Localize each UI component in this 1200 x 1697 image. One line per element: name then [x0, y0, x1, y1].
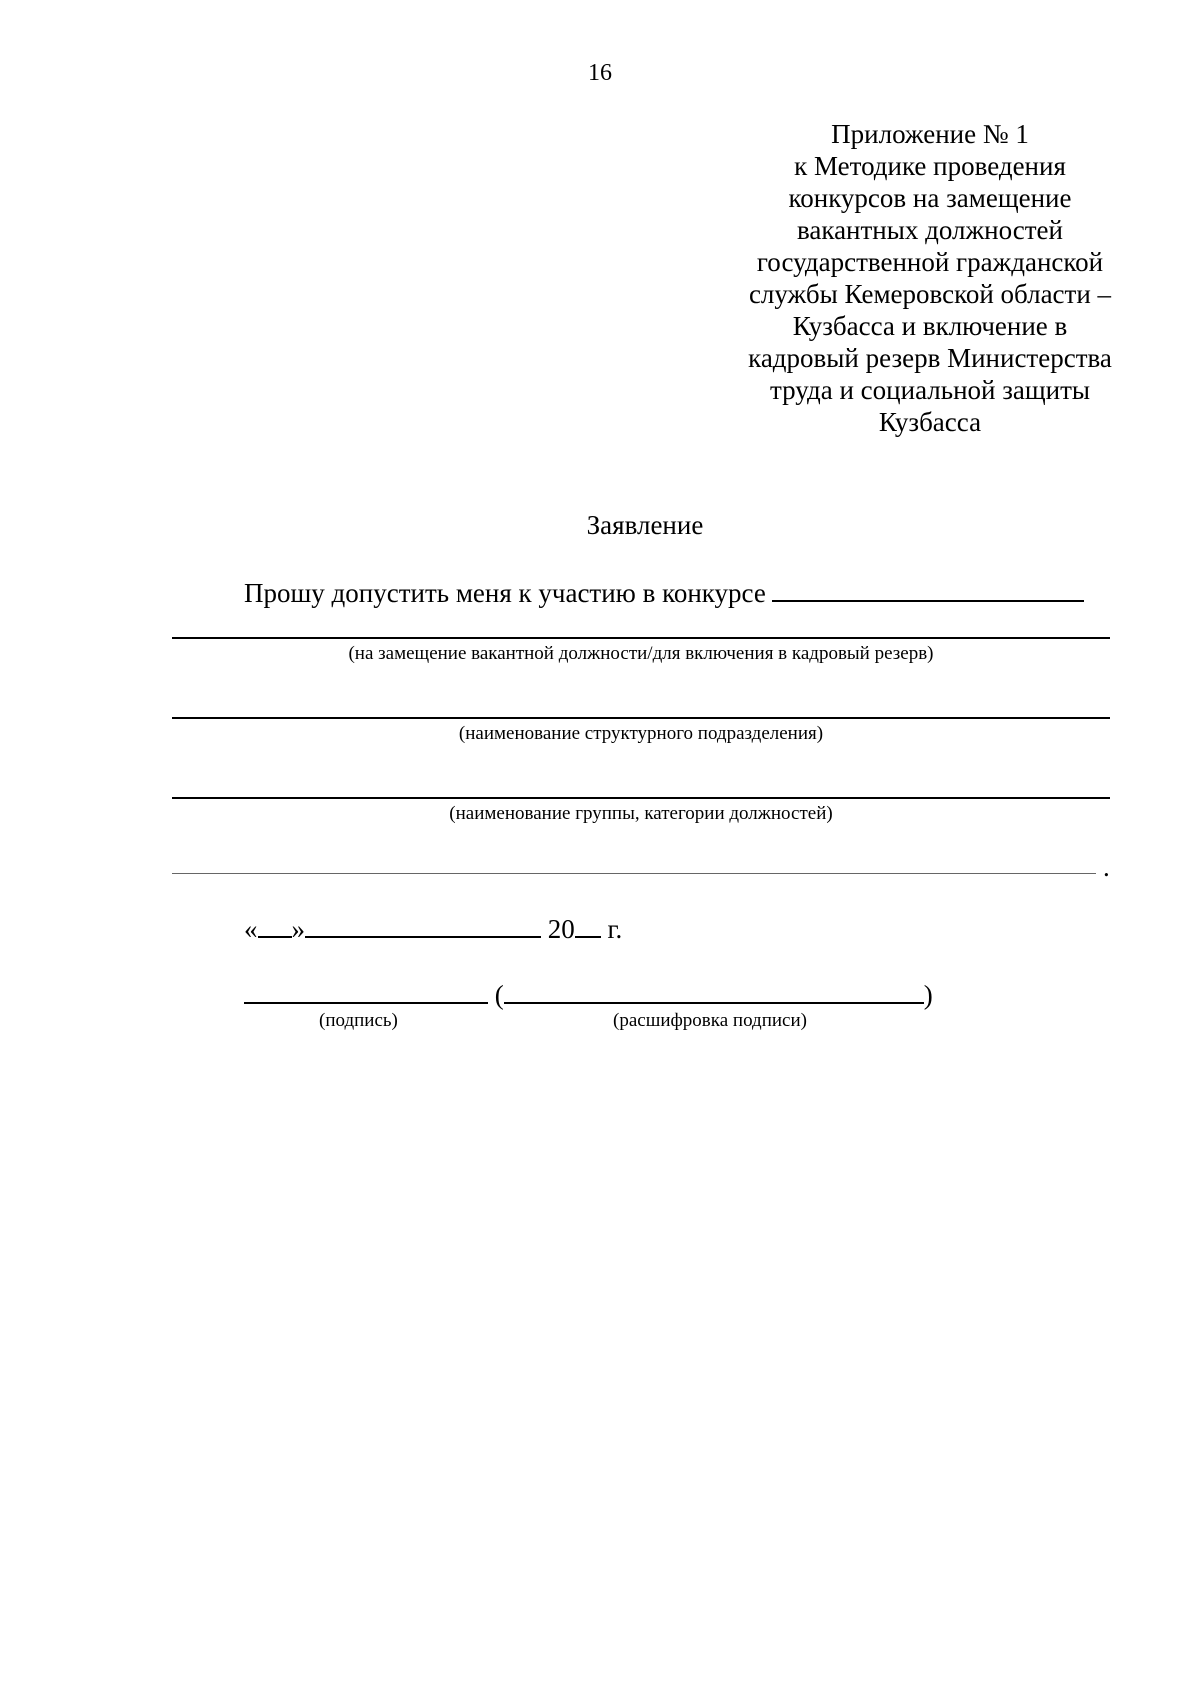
date-line [244, 912, 622, 946]
extra-blank-line[interactable] [172, 873, 1096, 874]
signature-line [244, 978, 933, 1012]
annex-line: службы Кемеровской области – [748, 279, 1112, 309]
signature-caption: (подпись) [319, 1010, 398, 1031]
signature-decoding-blank[interactable] [504, 978, 924, 1004]
group-caption: (наименование группы, категории должностей) [449, 803, 833, 824]
close-quote: » [291, 914, 305, 944]
annex-line: государственной гражданской [756, 247, 1104, 277]
day-blank[interactable] [258, 912, 292, 938]
request-text: Прошу допустить меня к участию в конкурсе [244, 578, 766, 608]
annex-line: Приложение № 1 [831, 119, 1029, 149]
final-period: . [1103, 852, 1110, 882]
open-paren: ( [494, 980, 504, 1010]
position-blank-line[interactable] [172, 637, 1110, 639]
year-prefix: 20 [547, 914, 575, 944]
signature-decoding-caption: (расшифровка подписи) [613, 1010, 807, 1031]
department-caption: (наименование структурного подразделения) [458, 723, 824, 744]
signature-blank[interactable] [244, 978, 488, 1004]
annex-line: Кузбасса и включение в [792, 311, 1068, 341]
month-blank[interactable] [305, 912, 541, 938]
document-title: Заявление [586, 510, 704, 540]
year-suffix: г. [607, 914, 623, 944]
close-paren: ) [923, 980, 933, 1010]
annex-line: Кузбасса [878, 407, 982, 437]
annex-line: к Методике проведения [794, 151, 1066, 181]
annex-line: конкурсов на замещение [788, 183, 1072, 213]
contest-blank-field[interactable] [772, 574, 1084, 602]
department-blank-line[interactable] [172, 717, 1110, 719]
annex-line: кадровый резерв Министерства [748, 343, 1112, 373]
page-number: 16 [588, 60, 612, 86]
year-blank[interactable] [575, 912, 601, 938]
annex-header [730, 118, 1130, 438]
position-caption: (на замещение вакантной должности/для включения в кадровый резерв) [348, 643, 934, 664]
annex-line: вакантных должностей [796, 215, 1063, 245]
group-blank-line[interactable] [172, 797, 1110, 799]
open-quote: « [244, 914, 258, 944]
request-line [244, 574, 1084, 610]
annex-line: труда и социальной защиты [769, 375, 1091, 405]
